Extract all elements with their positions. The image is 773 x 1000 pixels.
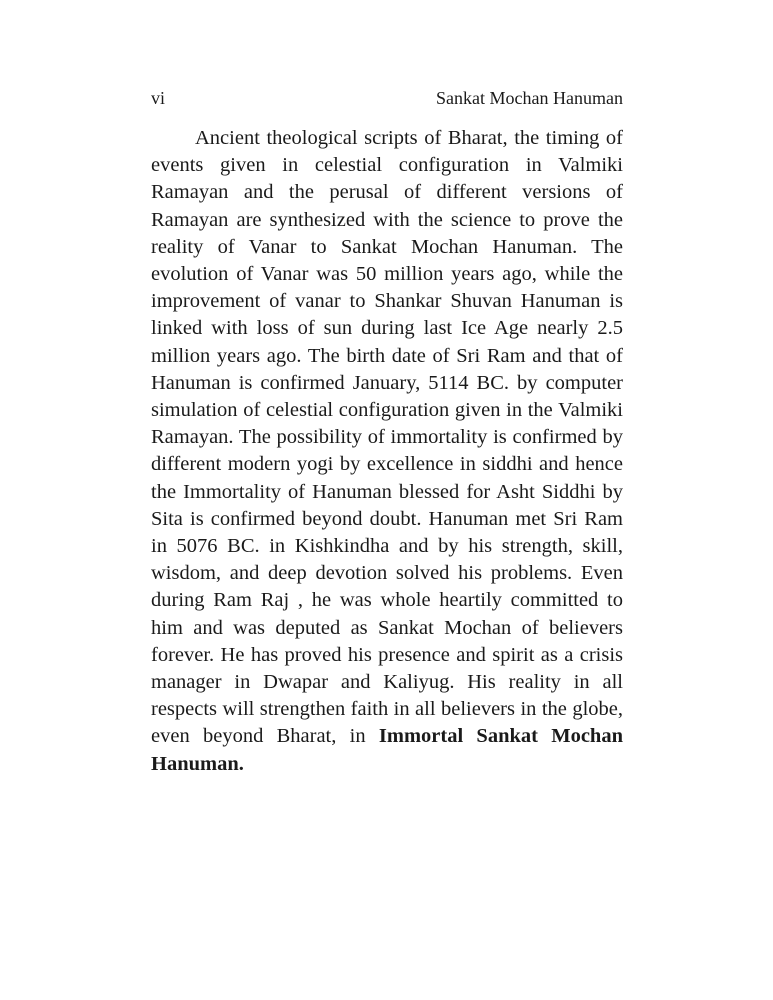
page-header [151,88,623,112]
page-number: vi [151,88,166,108]
bold-closing-phrase: Immortal Sankat Mochan Hanuman. [151,725,623,775]
running-title: Sankat Mochan Hanuman [436,88,623,108]
body-paragraph [151,125,623,778]
paragraph-text: Ancient theological scripts of Bharat, the timing of events given in celestial configuration in Valmiki Ramayan and the perusal of different versions of Ramayan are synthesized with the science to prove the reality of Vanar to Sankat Mochan Hanuman. The evolution of Vanar was 50 million years ago, while the improvement of vanar to Shankar Shuvan Hanuman is linked with loss of sun during last Ice Age nearly 2.5 million years ago. The birth date of Sri Ram and that of Hanuman is confirmed January, 5114 BC. by computer simulation of celestial configuration given in the Valmiki Ramayan. The possibility of immortality is confirmed by different modern yogi by excellence in siddhi and hence the Immortality of Hanuman blessed for Asht Siddhi by Sita is confirmed beyond doubt. Hanuman met Sri Ram in 5076 BC. in Kishkindha and by his strength, skill, wisdom, and deep devotion solved his problems. Even during Ram Raj , he was whole heartily committed to him and was deputed as Sankat Mochan of believers forever. He has proved his presence and spirit as a crisis manager in Dwapar and Kaliyug. His reality in all respects will strengthen faith in all believers in the globe, even beyond Bharat, in [151,127,623,748]
